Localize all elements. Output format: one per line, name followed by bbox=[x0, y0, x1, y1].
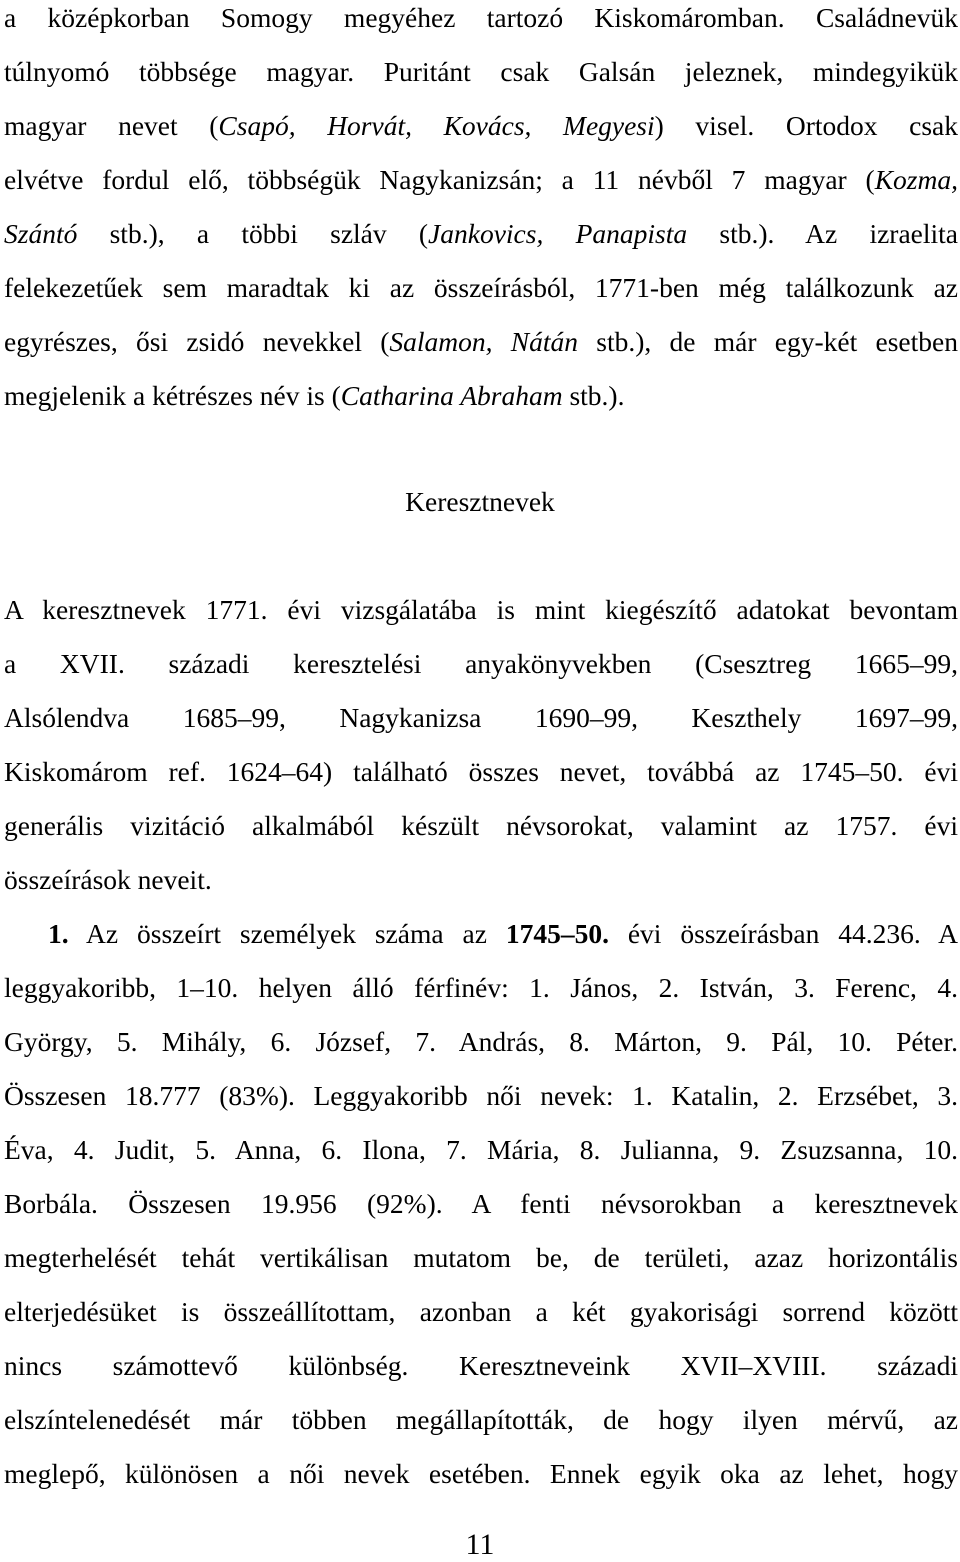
text-span: elvétve fordul elő, többségük Nagykanizsán; a 11 névből 7 magyar ( bbox=[4, 164, 875, 195]
text-line bbox=[4, 272, 958, 306]
text-span: túlnyomó többsége magyar. Puritánt csak Galsán jeleznek, mindegyikük bbox=[4, 56, 958, 87]
page-number: 11 bbox=[465, 1528, 495, 1561]
italic-names: Kozma, bbox=[874, 164, 958, 195]
text-span: megterhelését tehát vertikálisan mutatom be, de területi, azaz horizontális bbox=[4, 1242, 958, 1273]
text-span: A keresztnevek 1771. évi vizsgálatába is mint kiegészítő adatokat bevontam bbox=[4, 594, 958, 625]
text-line bbox=[4, 810, 958, 844]
text-span: a középkorban Somogy megyéhez tartozó Kiskomáromban. Családnevük bbox=[4, 2, 958, 33]
text-span: stb.). bbox=[562, 380, 625, 411]
text-line bbox=[4, 1458, 958, 1492]
text-span: generális vizitáció alkalmából készült névsorokat, valamint az 1757. évi bbox=[4, 810, 958, 841]
text-line bbox=[4, 164, 958, 198]
text-line bbox=[4, 2, 958, 36]
italic-names: Jankovics, Panapista bbox=[428, 218, 688, 249]
text-span: összeírások neveit. bbox=[4, 864, 212, 895]
text-line bbox=[4, 110, 958, 144]
text-span: nincs számottevő különbség. Keresztneveink XVII–XVIII. századi bbox=[4, 1350, 958, 1381]
text-line bbox=[4, 1188, 958, 1222]
text-line bbox=[4, 1242, 958, 1276]
text-span: stb.), de már egy-két esetben bbox=[578, 326, 958, 357]
text-span: meglepő, különösen a női nevek esetében. Ennek egyik oka az lehet, hogy bbox=[4, 1458, 958, 1489]
text-line bbox=[4, 1350, 958, 1384]
text-line bbox=[4, 1296, 958, 1330]
text-span: egyrészes, ősi zsidó nevekkel ( bbox=[4, 326, 390, 357]
text-line bbox=[4, 864, 958, 898]
bold-number: 1. bbox=[48, 918, 69, 949]
text-span: évi összeírásban 44.236. A bbox=[608, 918, 958, 949]
text-span: leggyakoribb, 1–10. helyen álló férfinév: 1. János, 2. István, 3. Ferenc, 4. bbox=[4, 972, 958, 1003]
bold-date: 1745–50. bbox=[505, 918, 609, 949]
text-span: megjelenik a kétrészes név is ( bbox=[4, 380, 341, 411]
text-span: Éva, 4. Judit, 5. Anna, 6. Ilona, 7. Mária, 8. Julianna, 9. Zsuzsanna, 10. bbox=[4, 1134, 958, 1165]
text-line bbox=[4, 972, 958, 1006]
text-line bbox=[4, 648, 958, 682]
text-line bbox=[4, 702, 958, 736]
text-span: Az összeírt személyek száma az bbox=[68, 918, 506, 949]
text-span: elterjedésüket is összeállítottam, azonban a két gyakorisági sorrend között bbox=[4, 1296, 958, 1327]
text-span: a XVII. századi keresztelési anyakönyvekben (Csesztreg 1665–99, bbox=[4, 648, 958, 679]
text-span: Alsólendva 1685–99, Nagykanizsa 1690–99, Keszthely 1697–99, bbox=[4, 702, 958, 733]
text-span: elszíntelenedését már többen megállapították, de hogy ilyen mérvű, az bbox=[4, 1404, 958, 1435]
text-span: stb.). Az izraelita bbox=[687, 218, 959, 249]
text-span: ) visel. Ortodox csak bbox=[654, 110, 958, 141]
text-line bbox=[4, 1026, 958, 1060]
text-span: Összesen 18.777 (83%). Leggyakoribb női nevek: 1. Katalin, 2. Erzsébet, 3. bbox=[4, 1080, 958, 1111]
text-line bbox=[4, 594, 958, 628]
italic-names: Catharina Abraham bbox=[340, 380, 563, 411]
text-line bbox=[4, 380, 958, 414]
text-line bbox=[4, 1080, 958, 1114]
text-line bbox=[4, 1404, 958, 1438]
text-span: felekezetűek sem maradtak ki az összeírásból, 1771-ben még találkozunk az bbox=[4, 272, 958, 303]
italic-names: Csapó, Horvát, Kovács, Megyesi bbox=[218, 110, 655, 141]
text-line bbox=[4, 326, 958, 360]
text-line bbox=[4, 756, 958, 790]
text-span: magyar nevet ( bbox=[4, 110, 219, 141]
text-line bbox=[48, 918, 958, 952]
text-span: Kiskomárom ref. 1624–64) található összes nevet, továbbá az 1745–50. évi bbox=[4, 756, 958, 787]
text-line bbox=[4, 56, 958, 90]
text-span: stb.), a többi szláv ( bbox=[77, 218, 429, 249]
text-line bbox=[4, 218, 958, 252]
italic-names: Szántó bbox=[4, 218, 78, 249]
section-heading: Keresztnevek bbox=[405, 486, 555, 517]
italic-names: Salamon, Nátán bbox=[389, 326, 579, 357]
text-span: György, 5. Mihály, 6. József, 7. András, 8. Márton, 9. Pál, 10. Péter. bbox=[4, 1026, 958, 1057]
text-line bbox=[4, 1134, 958, 1168]
text-span: Borbála. Összesen 19.956 (92%). A fenti névsorokban a keresztnevek bbox=[4, 1188, 958, 1219]
